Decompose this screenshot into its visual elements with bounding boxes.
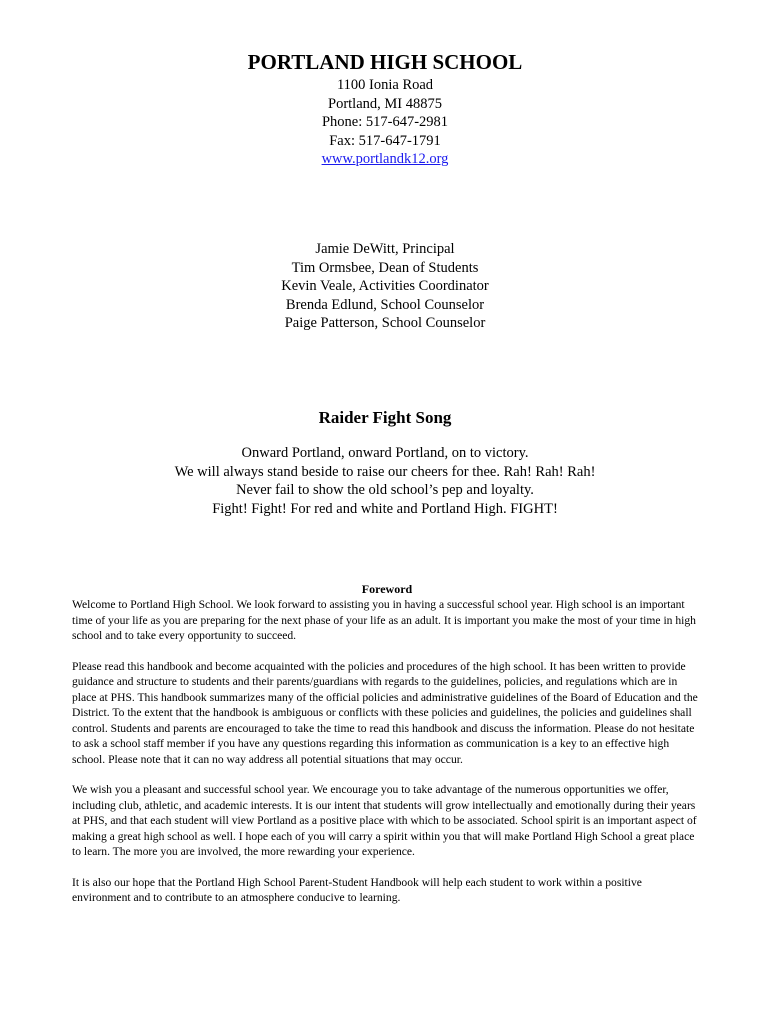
fax-number: Fax: 517-647-1791	[329, 132, 441, 149]
foreword-title: Foreword	[361, 582, 413, 596]
fight-song-title: Raider Fight Song	[318, 408, 452, 427]
school-name: PORTLAND HIGH SCHOOL	[247, 50, 523, 74]
staff-list	[0, 240, 770, 333]
staff-principal: Jamie DeWitt, Principal	[315, 241, 455, 257]
fight-song-section	[0, 407, 770, 518]
website-link[interactable]: www.portlandk12.org	[321, 151, 449, 167]
school-header	[0, 48, 770, 169]
foreword-paragraph: It is also our hope that the Portland High School Parent-Student Handbook will help each student to work within a positive environment and to contribute to an atmosphere conducive to learning.	[72, 875, 642, 904]
fight-song-line: We will always stand beside to raise our cheers for thee. Rah! Rah! Rah!	[174, 463, 596, 480]
street-address: 1100 Ionia Road	[336, 77, 434, 93]
phone-number: Phone: 517-647-2981	[321, 114, 449, 130]
foreword-paragraph: Welcome to Portland High School. We look forward to assisting you in having a successful school year. High school is an important time of your life as you are preparing for the next phase of your life as an adult. It is important you make the most of your time in high school and to take every opportunity to succeed.	[72, 598, 696, 642]
city-state-zip: Portland, MI 48875	[328, 95, 442, 112]
staff-counselor: Paige Patterson, School Counselor	[284, 315, 486, 331]
fight-song-line: Fight! Fight! For red and white and Portland High. FIGHT!	[212, 500, 558, 517]
foreword-paragraph: We wish you a pleasant and successful school year. We encourage you to take advantage of the numerous opportunities we offer, including club, athletic, and academic interests. It is our intent that students will grow intellectually and emotionally during their years at PHS, and that each student will view Portland as a positive place with which to be associated. School spirit is an important aspect of making a great high school as well. I hope each of you will carry a spirit within you that will make Portland High School a great place to learn. The more you are involved, the more rewarding your experience.	[72, 783, 697, 858]
fight-song-line: Never fail to show the old school’s pep and loyalty.	[236, 482, 534, 498]
fight-song-line: Onward Portland, onward Portland, on to victory.	[241, 445, 529, 461]
foreword-paragraph: Please read this handbook and become acquainted with the policies and procedures of the high school. It has been written to provide guidance and structure to students and their parents/guardians with regards to the guidelines, policies, and regulations which are in place at PHS. This handbook summarizes many of the official policies and administrative guidelines of the Board of Education and the District. To the extent that the handbook is ambiguous or conflicts with these policies and guidelines, the policies and guidelines shall control. Students and parents are encouraged to take the time to read this handbook and discuss the information. Please do not hesitate to ask a school staff member if you have any questions regarding this information as communication is a key to an effective high school. Please note that it can no way address all potential situations that may occur.	[72, 659, 698, 766]
foreword-section	[72, 582, 702, 921]
staff-activities-coordinator: Kevin Veale, Activities Coordinator	[281, 278, 489, 294]
staff-counselor: Brenda Edlund, School Counselor	[285, 296, 485, 313]
staff-dean: Tim Ormsbee, Dean of Students	[291, 259, 479, 276]
